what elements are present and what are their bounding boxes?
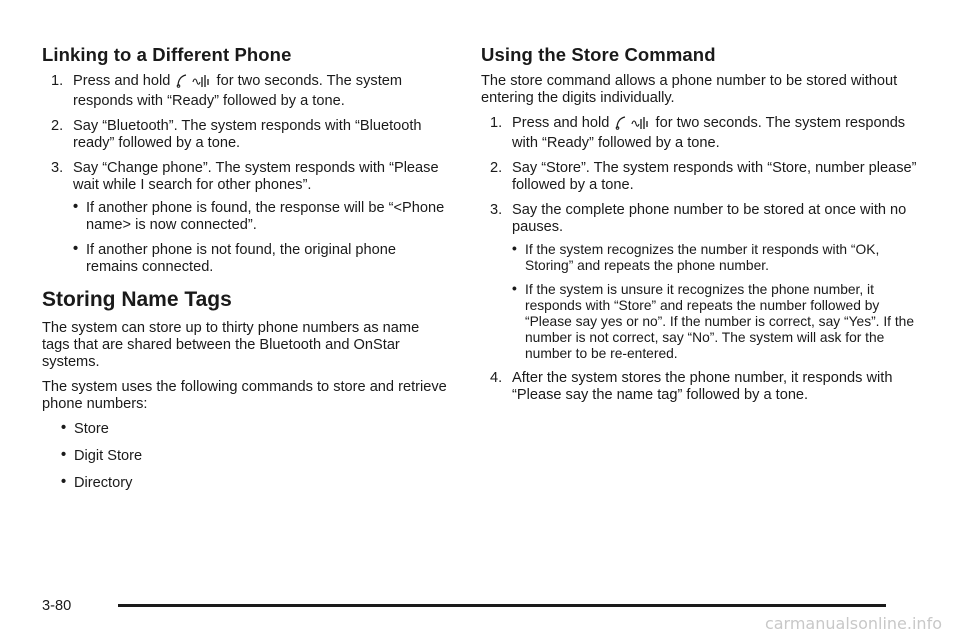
paragraph-store-intro: The store command allows a phone number to be stored without entering the digits individually.	[481, 73, 898, 106]
bullet-text: If the system recognizes the number it responds with “OK, Storing” and repeats the phone number.	[525, 242, 880, 273]
bullet-dot: •	[61, 474, 67, 490]
step-text: Say “Store”. The system responds with “Store, number please” followed by a tone.	[512, 160, 917, 193]
bullet-dot: •	[61, 447, 67, 463]
store-step-4	[490, 370, 921, 404]
step-text-before-icon: Press and hold	[73, 73, 171, 89]
heading-linking-different-phone: Linking to a Different Phone	[42, 44, 292, 65]
phone-button-icons	[176, 74, 210, 93]
store-step-3	[490, 202, 921, 362]
bullet-text: If another phone is found, the response will be “<Phone name> is now connected”.	[86, 200, 445, 233]
command-label: Store	[74, 421, 109, 437]
bullet-item	[73, 200, 450, 234]
voice-recognition-icon	[631, 116, 649, 130]
step-text: After the system stores the phone number, it responds with “Please say the name tag” followed by a tone.	[512, 370, 893, 403]
push-to-talk-icon	[615, 116, 627, 130]
linking-step-2	[51, 118, 450, 152]
bullet-item	[512, 242, 921, 274]
linking-step-3	[51, 160, 450, 276]
step-text-after-icon: for two seconds. The system responds with “Ready” followed by a tone.	[512, 115, 906, 151]
store-step-1	[490, 115, 921, 152]
bullet-dot: •	[73, 241, 79, 257]
step-text: Say “Change phone”. The system responds with “Please wait while I search for other phones”.	[73, 160, 439, 193]
step-text: Say the complete phone number to be stored at once with no pauses.	[512, 202, 907, 235]
paragraph-commands: The system uses the following commands to store and retrieve phone numbers:	[42, 379, 447, 412]
paragraph-name-tags: The system can store up to thirty phone numbers as name tags that are shared between the Bluetooth and OnStar systems.	[42, 320, 420, 370]
store-step-2	[490, 160, 921, 194]
bullet-dot: •	[61, 420, 67, 436]
heading-store-command: Using the Store Command	[481, 44, 716, 65]
step-number: 2.	[490, 160, 503, 176]
step-number: 1.	[490, 115, 503, 131]
voice-recognition-icon	[192, 74, 210, 88]
linking-step-1	[51, 73, 450, 110]
step-number: 3.	[51, 160, 64, 176]
phone-button-icons	[615, 116, 649, 135]
heading-storing-name-tags: Storing Name Tags	[42, 288, 232, 311]
bullet-dot: •	[73, 199, 79, 215]
step-number: 4.	[490, 370, 503, 386]
step-number: 3.	[490, 202, 503, 218]
bullet-dot: •	[512, 281, 517, 296]
command-label: Digit Store	[74, 448, 143, 464]
footer-rule	[118, 604, 886, 607]
step-number: 2.	[51, 118, 64, 134]
right-column	[481, 44, 921, 412]
bullet-text: If the system is unsure it recognizes the phone number, it responds with “Store” and repeats the number followed by “Please say yes or no”. If the number is correct, say “Yes”. If the number is not correct, say “No”. The system will ask for the number to be re-entered.	[525, 282, 915, 361]
bullet-dot: •	[512, 241, 517, 256]
store-steps	[481, 115, 921, 404]
bullet-item	[512, 282, 921, 362]
page-number: 3-80	[42, 598, 72, 614]
command-list	[42, 421, 450, 492]
push-to-talk-icon	[176, 74, 188, 88]
command-label: Directory	[74, 475, 133, 491]
step-text-before-icon: Press and hold	[512, 115, 610, 131]
linking-steps	[42, 73, 450, 276]
command-store	[42, 421, 450, 438]
step-text: Say “Bluetooth”. The system responds with “Bluetooth ready” followed by a tone.	[73, 118, 422, 151]
step-number: 1.	[51, 73, 64, 89]
left-column	[42, 44, 450, 502]
command-digit-store	[42, 448, 450, 465]
store-step-3-bullets	[512, 242, 921, 362]
bullet-text: If another phone is not found, the original phone remains connected.	[86, 242, 396, 275]
step-text-after-icon: for two seconds. The system responds with “Ready” followed by a tone.	[73, 73, 403, 109]
watermark: carmanualsonline.info	[764, 614, 942, 633]
command-directory	[42, 475, 450, 492]
bullet-item	[73, 242, 450, 276]
step-3-bullets	[73, 200, 450, 276]
